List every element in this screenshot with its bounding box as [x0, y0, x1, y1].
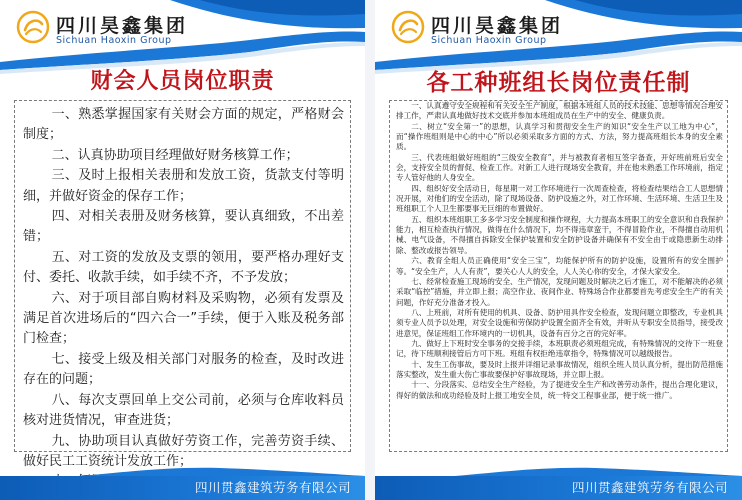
duty-item: 八、上班前，对所有使用的机具、设备、防护用具作安全检查，发现问题立即整改，专业机具须专业人员予以处理，对安全设施和劳保防护设置全面齐全有效，并听从专职安全员指导，接受改进意见，保证班组工作环境内的一切机具，设备有百分之百的完好率。	[396, 307, 723, 338]
poster-title: 各工种班组长岗位责任制	[426, 70, 691, 96]
duty-item: 一、熟悉掌握国家有关财会方面的规定，严格财会制度；	[23, 107, 344, 143]
duty-item: 五、组织本班组职工多多学习安全制度和操作规程，大力提高本班职工的安全意识和自我保护能力，相互检查执行情况，做得在什么情况下，均不得违章蛮干，不得冒险作业，不得擅自动用机械、电气设备，不得擅自拆除安全保护装置和安全防护设备并确保有不安全由于或隐患新生动排除、整改或报告领导。	[396, 214, 723, 255]
duty-item: 七、接受上级及相关部门对服务的检查，及时改进存在的问题；	[23, 351, 344, 388]
poster-team-leader-duties	[375, 0, 742, 500]
duty-list	[14, 100, 351, 469]
duty-item: 五、对工资的发放及支票的领用，要严格办理好支付、委托、收款手续，如手续不齐，不予发放；	[23, 249, 344, 286]
duty-item: 六、对于项目部自购材料及采购物，必须有发票及满足首次进场后的“四六合一”手续，便于入账及税务部门检查；	[23, 290, 344, 347]
duty-item: 十一、分段落实、总结安全生产经验，为了提进安全生产和改善劳动条件，提出合理化建议，得好的做法和成功经验及时上报工地安全员，统一特交工程事业部，便于统一推广。	[396, 380, 723, 400]
duty-item: 三、及时上报相关表册和发放工资，货款支付等明细，并做好资金的保存工作；	[23, 168, 344, 204]
group-logo-icon	[16, 10, 50, 44]
brand-name-cn: 四川昊鑫集团	[431, 15, 564, 37]
duty-item: 二、认真协助项目经理做好财务核算工作；	[51, 147, 299, 163]
company-name: 四川贯鑫建筑劳务有限公司	[571, 480, 728, 495]
brand-name-en: Sichuan Haoxin Group	[56, 35, 172, 46]
duty-item: 七、经常检查施工现场的安全、生产情况，发现问题及时解决之后才施工，对不能解决的必须采取“临控”措施，并立即上报；高空作业、夜间作业、特殊场合作业都要首先考虑安全生产的有关问题，作好充分准备才投入。	[396, 276, 723, 307]
brand-name-en: Sichuan Haoxin Group	[431, 35, 547, 46]
duty-item: 二、树立“安全第一”的思想，认真学习和贯彻安全生产的知识“安全生产以工地为中心”，而“操作班组则是中心的中心”所以必须采取多方面的方式、方法，努力提高班组长本身的安全素质。	[396, 121, 723, 152]
duty-item: 一、认真遵守安全规程和有关安全生产制度，根据本班组人员的技术技能、思想等情况合理安排工作，严肃认真地做好技术交底并参加本班组成员在生产中的安全、健康负责。	[396, 101, 723, 121]
footer-band	[0, 464, 365, 500]
duty-item: 十、发生工伤事故，要及时上报并详细记录事故情况，组织全班人员认真分析，提出防范措施落实整改，发生重大伤亡事故要保护好事故现场，并立即上报。	[396, 359, 723, 379]
duty-item: 九、做好上下班时安全事务的交接手续，本班职责必须班组完成，有特殊情况的交待下一班登记，待下班顺利接管后方可下班。班组有权拒绝违章指令，特殊情况可以越级报告。	[396, 338, 723, 359]
poster-finance-duties	[0, 0, 365, 500]
company-name: 四川贯鑫建筑劳务有限公司	[194, 480, 351, 495]
brand-name-cn: 四川昊鑫集团	[56, 15, 189, 37]
footer-band	[375, 464, 742, 500]
poster-gap	[365, 0, 375, 500]
group-logo-icon	[391, 10, 425, 44]
poster-title: 财会人员岗位职责	[90, 69, 275, 94]
duty-item: 九、协助项目认真做好劳资工作，完善劳资手续、做好民工工资统计发放工作；	[23, 433, 344, 469]
duty-item: 四、对相关表册及财务核算，要认真细致，不出差错；	[23, 209, 344, 245]
duty-list	[389, 100, 728, 452]
duty-item: 八、每次支票回单上交公司前，必须与仓库收料员核对进货情况，审查进货；	[23, 392, 344, 429]
duty-item: 六、教育全组人员正确使用“安全三宝”，均能保护所有的防护设施，设置所有的安全围护等。“安全生产，人人有责”，要关心人人的安全，人人关心你的安全，才保大家安全。	[396, 256, 723, 276]
duty-item: 四、组织好安全活动日，每星期一对工作环境进行一次周查检查，将检查结果结合工人思想情况开展，对他们的安全活动，除了现场设备、防护设施之外，对工作环境、生活环境、生活卫生及班组职工个人卫生都要事无巨细的布置做好。	[396, 183, 723, 214]
duty-item: 三、代表班组做好班组的“三级安全教育”，并与被教育者相互签字备查，开好班前班后安全会，支持安全员的督促、检查工作。对新工人进行现场安全教育，并在他未熟悉工作环境前，指定专人管好他的人身安全。	[396, 152, 723, 183]
